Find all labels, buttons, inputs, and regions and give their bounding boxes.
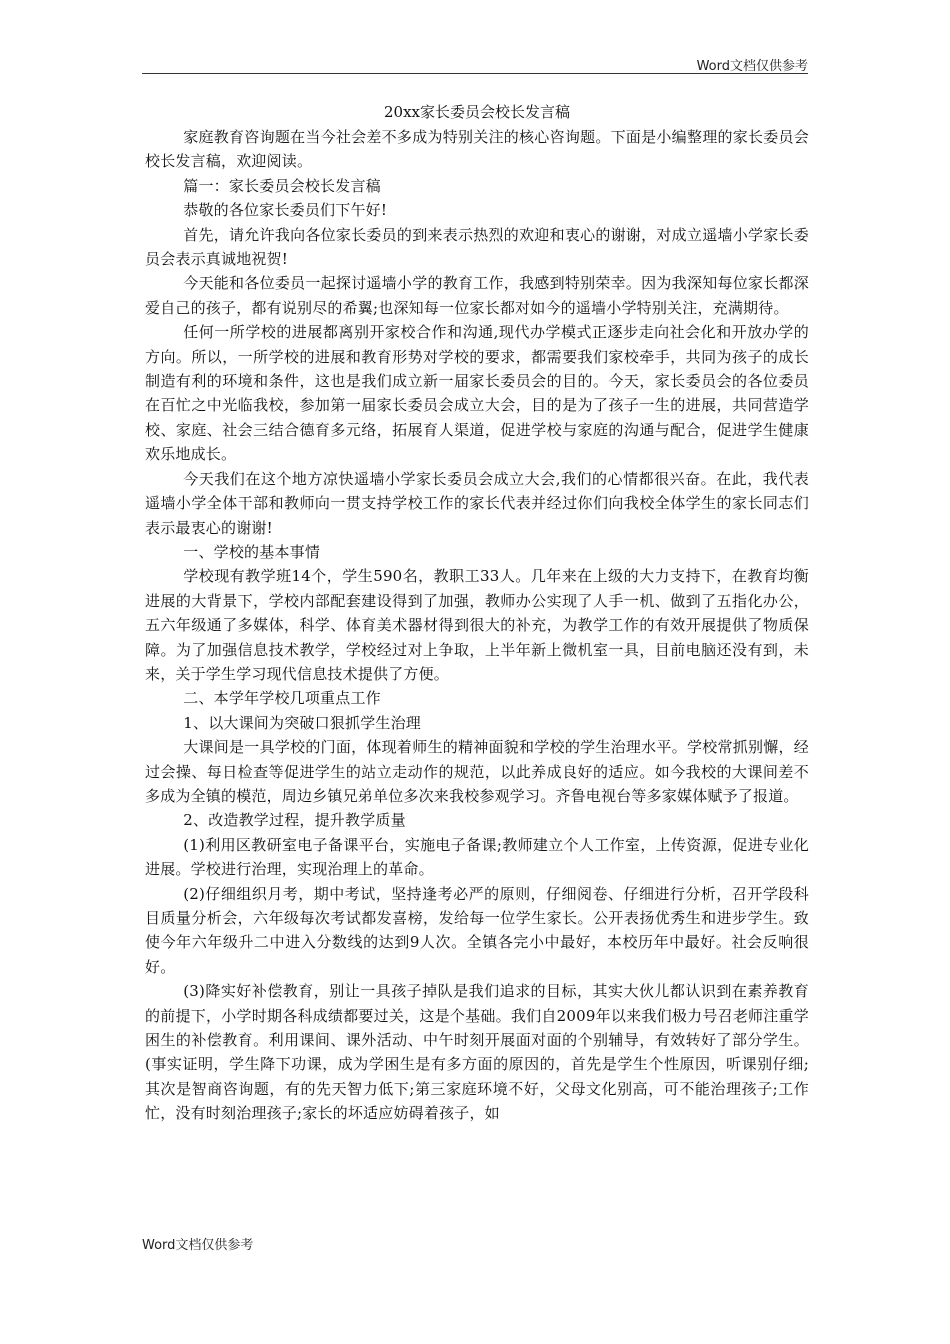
paragraph: 篇一：家长委员会校长发言稿 [183, 176, 381, 195]
paragraph: 学校现有教学班14个，学生590名，教职工33人。几年来在上级的大力支持下，在教育均衡进展的大背景下，学校内部配套建设得到了加强，教师办公实现了人手一机、做到了五指化办公，五六年级通了多媒体，科学、体育美术器材得到很大的补充，为教学工作的有效开展提供了物质保障。为了加强信息技术教学，学校经过对上争取，上半年新上微机室一具，目前电脑还没有到，未来，关于学生学习现代信息技术提供了方便。 [145, 567, 809, 683]
document-title: 20xx家长委员会校长发言稿 [383, 103, 570, 121]
paragraph: (3)降实好补偿教育，别让一具孩子掉队是我们追求的目标，其实大伙儿都认识到在素养教育的前提下，小学时期各科成绩都要过关，这是个基础。我们自2009年以来我们极力号召老师注重学困生的补偿教育。利用课间、课外活动、中午时刻开展面对面的个别辅导，有效转好了部分学生。(事实证明，学生降下功课，成为学困生是有多方面的原因的，首先是学生个性原因，听课别仔细;其次是智商咨询题，有的先天智力低下;第三家庭环境不好，父母文化别高，可不能治理孩子;工作忙，没有时刻治理孩子;家长的坏适应妨碍着孩子，如 [145, 982, 809, 1123]
paragraph: (2)仔细组织月考，期中考试，坚持逢考必严的原则，仔细阅卷、仔细进行分析，召开学段科目质量分析会，六年级每次考试都发喜榜，发给每一位学生家长。公开表扬优秀生和进步学生。致使今年六年级升二中进入分数线的达到9人次。全镇各完小中最好，本校历年中最好。社会反响很好。 [145, 884, 809, 976]
page-footer: Word文档仅供参考 [142, 1238, 254, 1253]
subsection-heading: 2、改造教学过程，提升教学质量 [183, 811, 406, 830]
subsection-heading: 1、以大课间为突破口狠抓学生治理 [183, 713, 421, 732]
paragraph: 任何一所学校的进展都离别开家校合作和沟通,现代办学模式正逐步走向社会化和开放办学的方向。所以，一所学校的进展和教育形势对学校的要求，都需要我们家校牵手，共同为孩子的成长制造有利的环境和条件，这也是我们成立新一届家长委员会的目的。今天，家长委员会的各位委员在百忙之中光临我校，参加第一届家长委员会成立大会，目的是为了孩子一生的进展，共同营造学校、家庭、社会三结合德育多元络，拓展育人渠道，促进学校与家庭的沟通与配合，促进学生健康欢乐地成长。 [145, 323, 809, 464]
paragraph: 恭敬的各位家长委员们下午好! [183, 201, 388, 220]
paragraph: 今天我们在这个地方凉快遥墙小学家长委员会成立大会,我们的心情都很兴奋。在此，我代表遥墙小学全体干部和教师向一贯支持学校工作的家长代表并经过你们向我校全体学生的家长同志们表示最衷心的谢谢! [145, 469, 809, 537]
paragraph: 家庭教育咨询题在当今社会差不多成为特别关注的核心咨询题。下面是小编整理的家长委员会校长发言稿，欢迎阅读。 [145, 128, 809, 171]
header-divider [142, 73, 808, 74]
document-body [145, 100, 809, 1126]
paragraph: (1)利用区教研室电子备课平台，实施电子备课;教师建立个人工作室，上传资源，促进专业化进展。学校进行治理，实现治理上的革命。 [145, 835, 809, 879]
page-header: Word文档仅供参考 [696, 59, 808, 74]
paragraph: 首先，请允许我向各位家长委员的到来表示热烈的欢迎和衷心的谢谢，对成立遥墙小学家长委员会表示真诚地祝贺! [145, 225, 809, 269]
paragraph: 今天能和各位委员一起探讨遥墙小学的教育工作，我感到特别荣幸。因为我深知每位家长都深爱自己的孩子，都有说别尽的希翼;也深知每一位家长都对如今的遥墙小学特别关注，充满期待。 [145, 274, 809, 317]
section-heading: 一、学校的基本事情 [183, 542, 321, 561]
section-heading: 二、本学年学校几项重点工作 [183, 689, 381, 708]
paragraph: 大课间是一具学校的门面，体现着师生的精神面貌和学校的学生治理水平。学校常抓别懈，经过会操、每日检查等促进学生的站立走动作的规范，以此养成良好的适应。如今我校的大课间差不多成为全镇的模范，周边乡镇兄弟单位多次来我校参观学习。齐鲁电视台等多家媒体赋予了报道。 [145, 738, 809, 805]
